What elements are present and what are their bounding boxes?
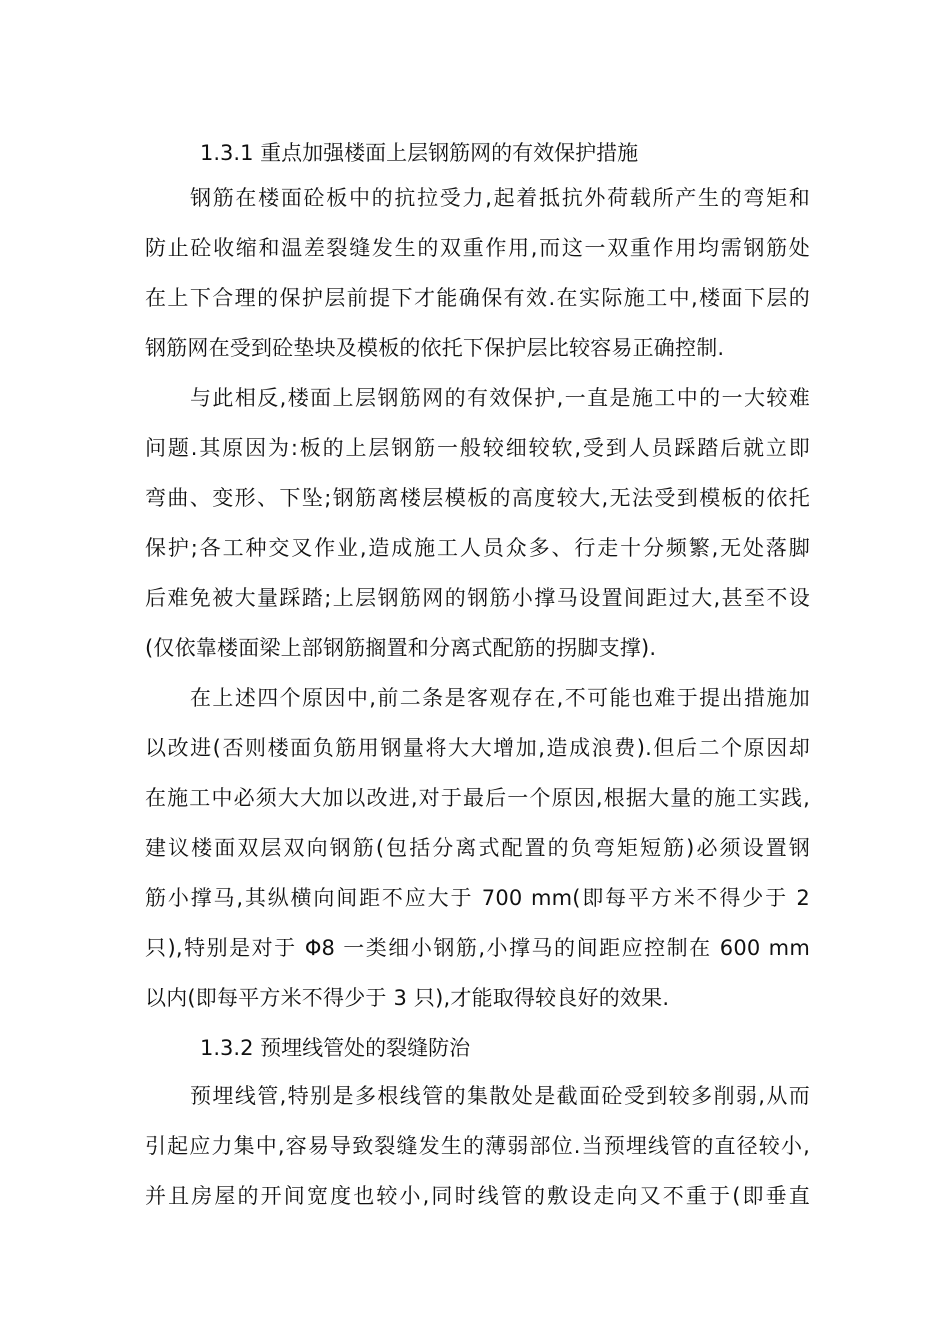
paragraph-line: 在上述四个原因中,前二条是客观存在,不可能也难于提出措施加	[190, 686, 810, 710]
section-heading-1-3-2: 1.3.2 预埋线管处的裂缝防治	[200, 1036, 471, 1060]
paragraph-line: 防止砼收缩和温差裂缝发生的双重作用,而这一双重作用均需钢筋处	[145, 236, 810, 260]
paragraph-line: 只),特别是对于 Φ8 一类细小钢筋,小撑马的间距应控制在 600 mm	[145, 936, 810, 960]
paragraph-line: 钢筋在楼面砼板中的抗拉受力,起着抵抗外荷载所产生的弯矩和	[190, 186, 810, 210]
paragraph-line: 与此相反,楼面上层钢筋网的有效保护,一直是施工中的一大较难	[190, 386, 810, 410]
paragraph-line: 以改进(否则楼面负筋用钢量将大大增加,造成浪费).但后二个原因却	[145, 736, 810, 760]
paragraph-line: 问题.其原因为:板的上层钢筋一般较细较软,受到人员踩踏后就立即	[145, 436, 810, 460]
section-heading-1-3-1: 1.3.1 重点加强楼面上层钢筋网的有效保护措施	[200, 141, 639, 165]
paragraph-line: 以内(即每平方米不得少于 3 只),才能取得较良好的效果.	[145, 986, 670, 1010]
paragraph-line: 保护;各工种交叉作业,造成施工人员众多、行走十分频繁,无处落脚	[145, 536, 810, 560]
paragraph-line: 后难免被大量踩踏;上层钢筋网的钢筋小撑马设置间距过大,甚至不设	[145, 586, 810, 610]
paragraph-line: 在施工中必须大大加以改进,对于最后一个原因,根据大量的施工实践,	[145, 786, 810, 810]
paragraph-line: 筋小撑马,其纵横向间距不应大于 700 mm(即每平方米不得少于 2	[145, 886, 810, 910]
paragraph-line: 建议楼面双层双向钢筋(包括分离式配置的负弯矩短筋)必须设置钢	[145, 836, 810, 860]
paragraph-line: 钢筋网在受到砼垫块及模板的依托下保护层比较容易正确控制.	[145, 336, 725, 360]
paragraph-line: 并且房屋的开间宽度也较小,同时线管的敷设走向又不重于(即垂直	[145, 1184, 810, 1208]
paragraph-line: 引起应力集中,容易导致裂缝发生的薄弱部位.当预埋线管的直径较小,	[145, 1134, 810, 1158]
paragraph-line: 预埋线管,特别是多根线管的集散处是截面砼受到较多削弱,从而	[190, 1084, 810, 1108]
paragraph-line: 弯曲、变形、下坠;钢筋离楼层模板的高度较大,无法受到模板的依托	[145, 486, 810, 510]
paragraph-line: 在上下合理的保护层前提下才能确保有效.在实际施工中,楼面下层的	[145, 286, 810, 310]
paragraph-line: (仅依靠楼面梁上部钢筋搁置和分离式配筋的拐脚支撑).	[145, 636, 657, 660]
